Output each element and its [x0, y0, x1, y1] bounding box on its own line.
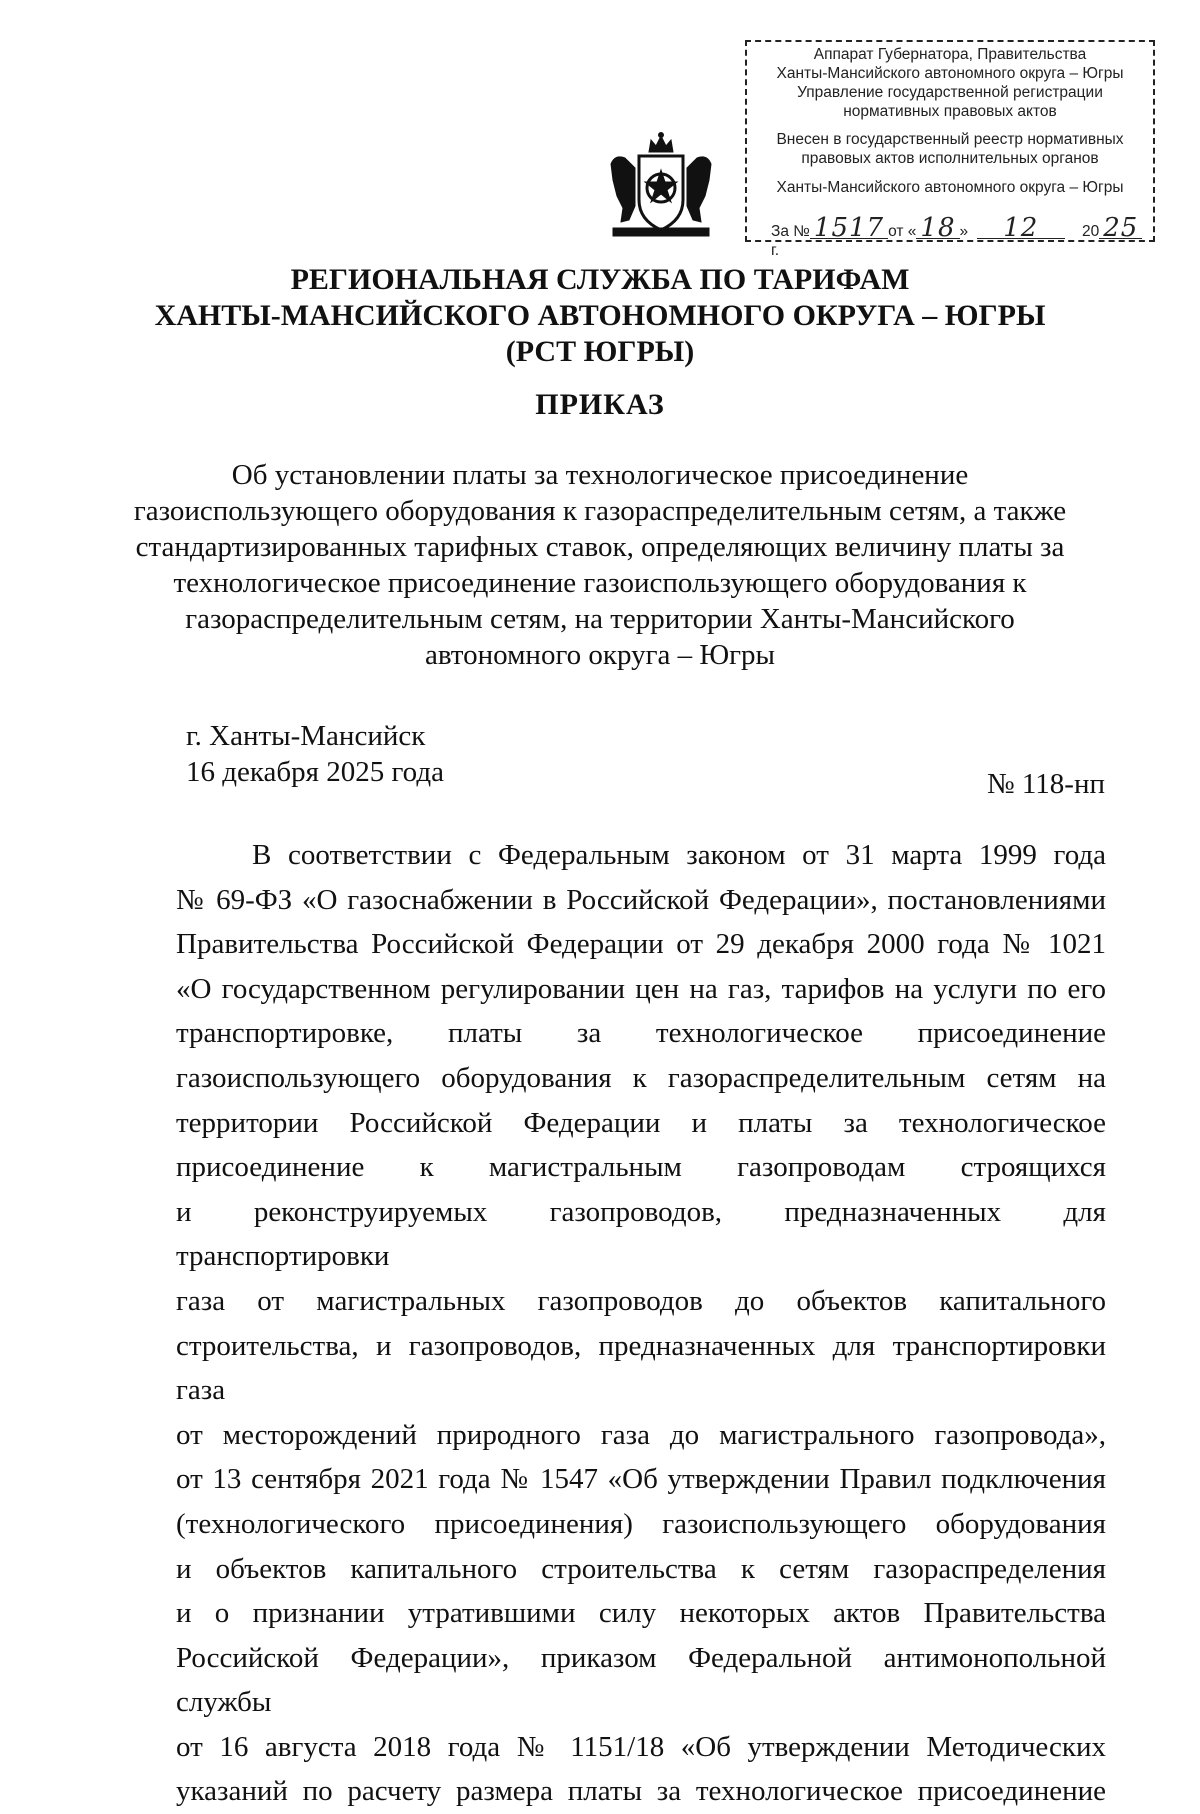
subject-line: газораспределительным сетям, на территории Ханты-Мансийского [185, 603, 1015, 635]
org-line: (РСТ ЮГРЫ) [505, 335, 695, 368]
body-line: от месторождений природного газа до магистрального газопровода», [176, 1418, 1106, 1451]
document-type-heading: ПРИКАЗ [535, 388, 665, 421]
org-line: РЕГИОНАЛЬНАЯ СЛУЖБА ПО ТАРИФАМ [290, 263, 910, 296]
body-line: Российской Федерации», приказом Федеральной антимонопольной службы [176, 1641, 1106, 1719]
reg-year-suffix: г. [771, 242, 780, 259]
place-city: г. Ханты-Мансийск [186, 720, 426, 752]
reg-number-label: За № [771, 223, 810, 240]
stamp-line: правовых актов исполнительных органов [801, 150, 1099, 167]
document-subject [0, 457, 1200, 673]
body-line: Правительства Российской Федерации от 29 декабря 2000 года № 1021 [176, 928, 1106, 961]
body-line: и о признании утратившими силу некоторых актов Правительства [176, 1597, 1106, 1630]
body-line: № 69-ФЗ «О газоснабжении в Российской Федерации», постановлениями [176, 883, 1106, 916]
document-body [176, 833, 1106, 1814]
reg-month-handwritten: 12 [977, 218, 1065, 239]
subject-line: технологическое присоединение газоиспользующего оборудования к [173, 567, 1027, 599]
reg-year-prefix: 20 [1081, 223, 1100, 240]
subject-line: стандартизированных тарифных ставок, определяющих величину платы за [135, 531, 1065, 563]
org-line: ХАНТЫ-МАНСИЙСКОГО АВТОНОМНОГО ОКРУГА – ЮГРЫ [154, 299, 1046, 332]
stamp-block-registry [747, 130, 1153, 168]
organization-name [0, 262, 1200, 370]
reg-day-handwritten: 18 [916, 218, 959, 239]
subject-line: автономного округа – Югры [424, 639, 776, 671]
reg-quote-label: » [959, 223, 969, 240]
reg-from-label: от « [888, 223, 917, 240]
body-line: (технологического присоединения) газоиспользующего оборудования [176, 1507, 1106, 1540]
body-line: и реконструируемых газопроводов, предназначенных для транспортировки [176, 1195, 1106, 1273]
body-line: В соответствии с Федеральным законом от 31 марта 1999 года [252, 839, 1106, 871]
registration-stamp [745, 40, 1155, 259]
stamp-line: Ханты-Мансийского автономного округа – Югры [776, 179, 1124, 196]
body-line: указаний по расчету размера платы за технологическое присоединение [176, 1775, 1106, 1808]
body-line: присоединение к магистральным газопроводам строящихся [176, 1151, 1106, 1184]
reg-year-handwritten: 25 [1099, 218, 1142, 239]
document-date: 16 декабря 2025 года [186, 756, 444, 788]
body-line: территории Российской Федерации и платы за технологическое [176, 1106, 1106, 1139]
stamp-line: Управление государственной регистрации [797, 84, 1103, 101]
stamp-line: Ханты-Мансийского автономного округа – Югры [776, 65, 1124, 82]
body-line: «О государственном регулировании цен на газ, тарифов на услуги по его [176, 972, 1106, 1005]
subject-line: газоиспользующего оборудования к газораспределительным сетям, а также [133, 495, 1067, 527]
stamp-registration-line [771, 213, 1143, 260]
body-line: от 13 сентября 2021 года № 1547 «Об утверждении Правил подключения [176, 1463, 1106, 1496]
body-line: и объектов капитального строительства к сетям газораспределения [176, 1552, 1106, 1585]
coat-of-arms-emblem [605, 130, 717, 240]
body-line: строительства, и газопроводов, предназначенных для транспортировки газа [176, 1329, 1106, 1407]
stamp-block-authority [747, 45, 1153, 121]
stamp-block-region [747, 178, 1153, 197]
document-number: № 118-нп [986, 768, 1105, 800]
subject-line: Об установлении платы за технологическое присоединение [231, 459, 969, 491]
body-line: от 16 августа 2018 года № 1151/18 «Об утверждении Методических [176, 1730, 1106, 1763]
body-line: газоиспользующего оборудования к газораспределительным сетям на [176, 1061, 1106, 1094]
stamp-line: нормативных правовых актов [843, 103, 1057, 120]
stamp-line: Аппарат Губернатора, Правительства [813, 46, 1087, 63]
reg-number-handwritten: 1517 [810, 218, 888, 239]
place-and-date [186, 718, 444, 790]
stamp-line: Внесен в государственный реестр нормативных [776, 131, 1124, 148]
body-line: газа от магистральных газопроводов до объектов капитального [176, 1284, 1106, 1317]
body-line: транспортировке, платы за технологическое присоединение [176, 1017, 1106, 1050]
